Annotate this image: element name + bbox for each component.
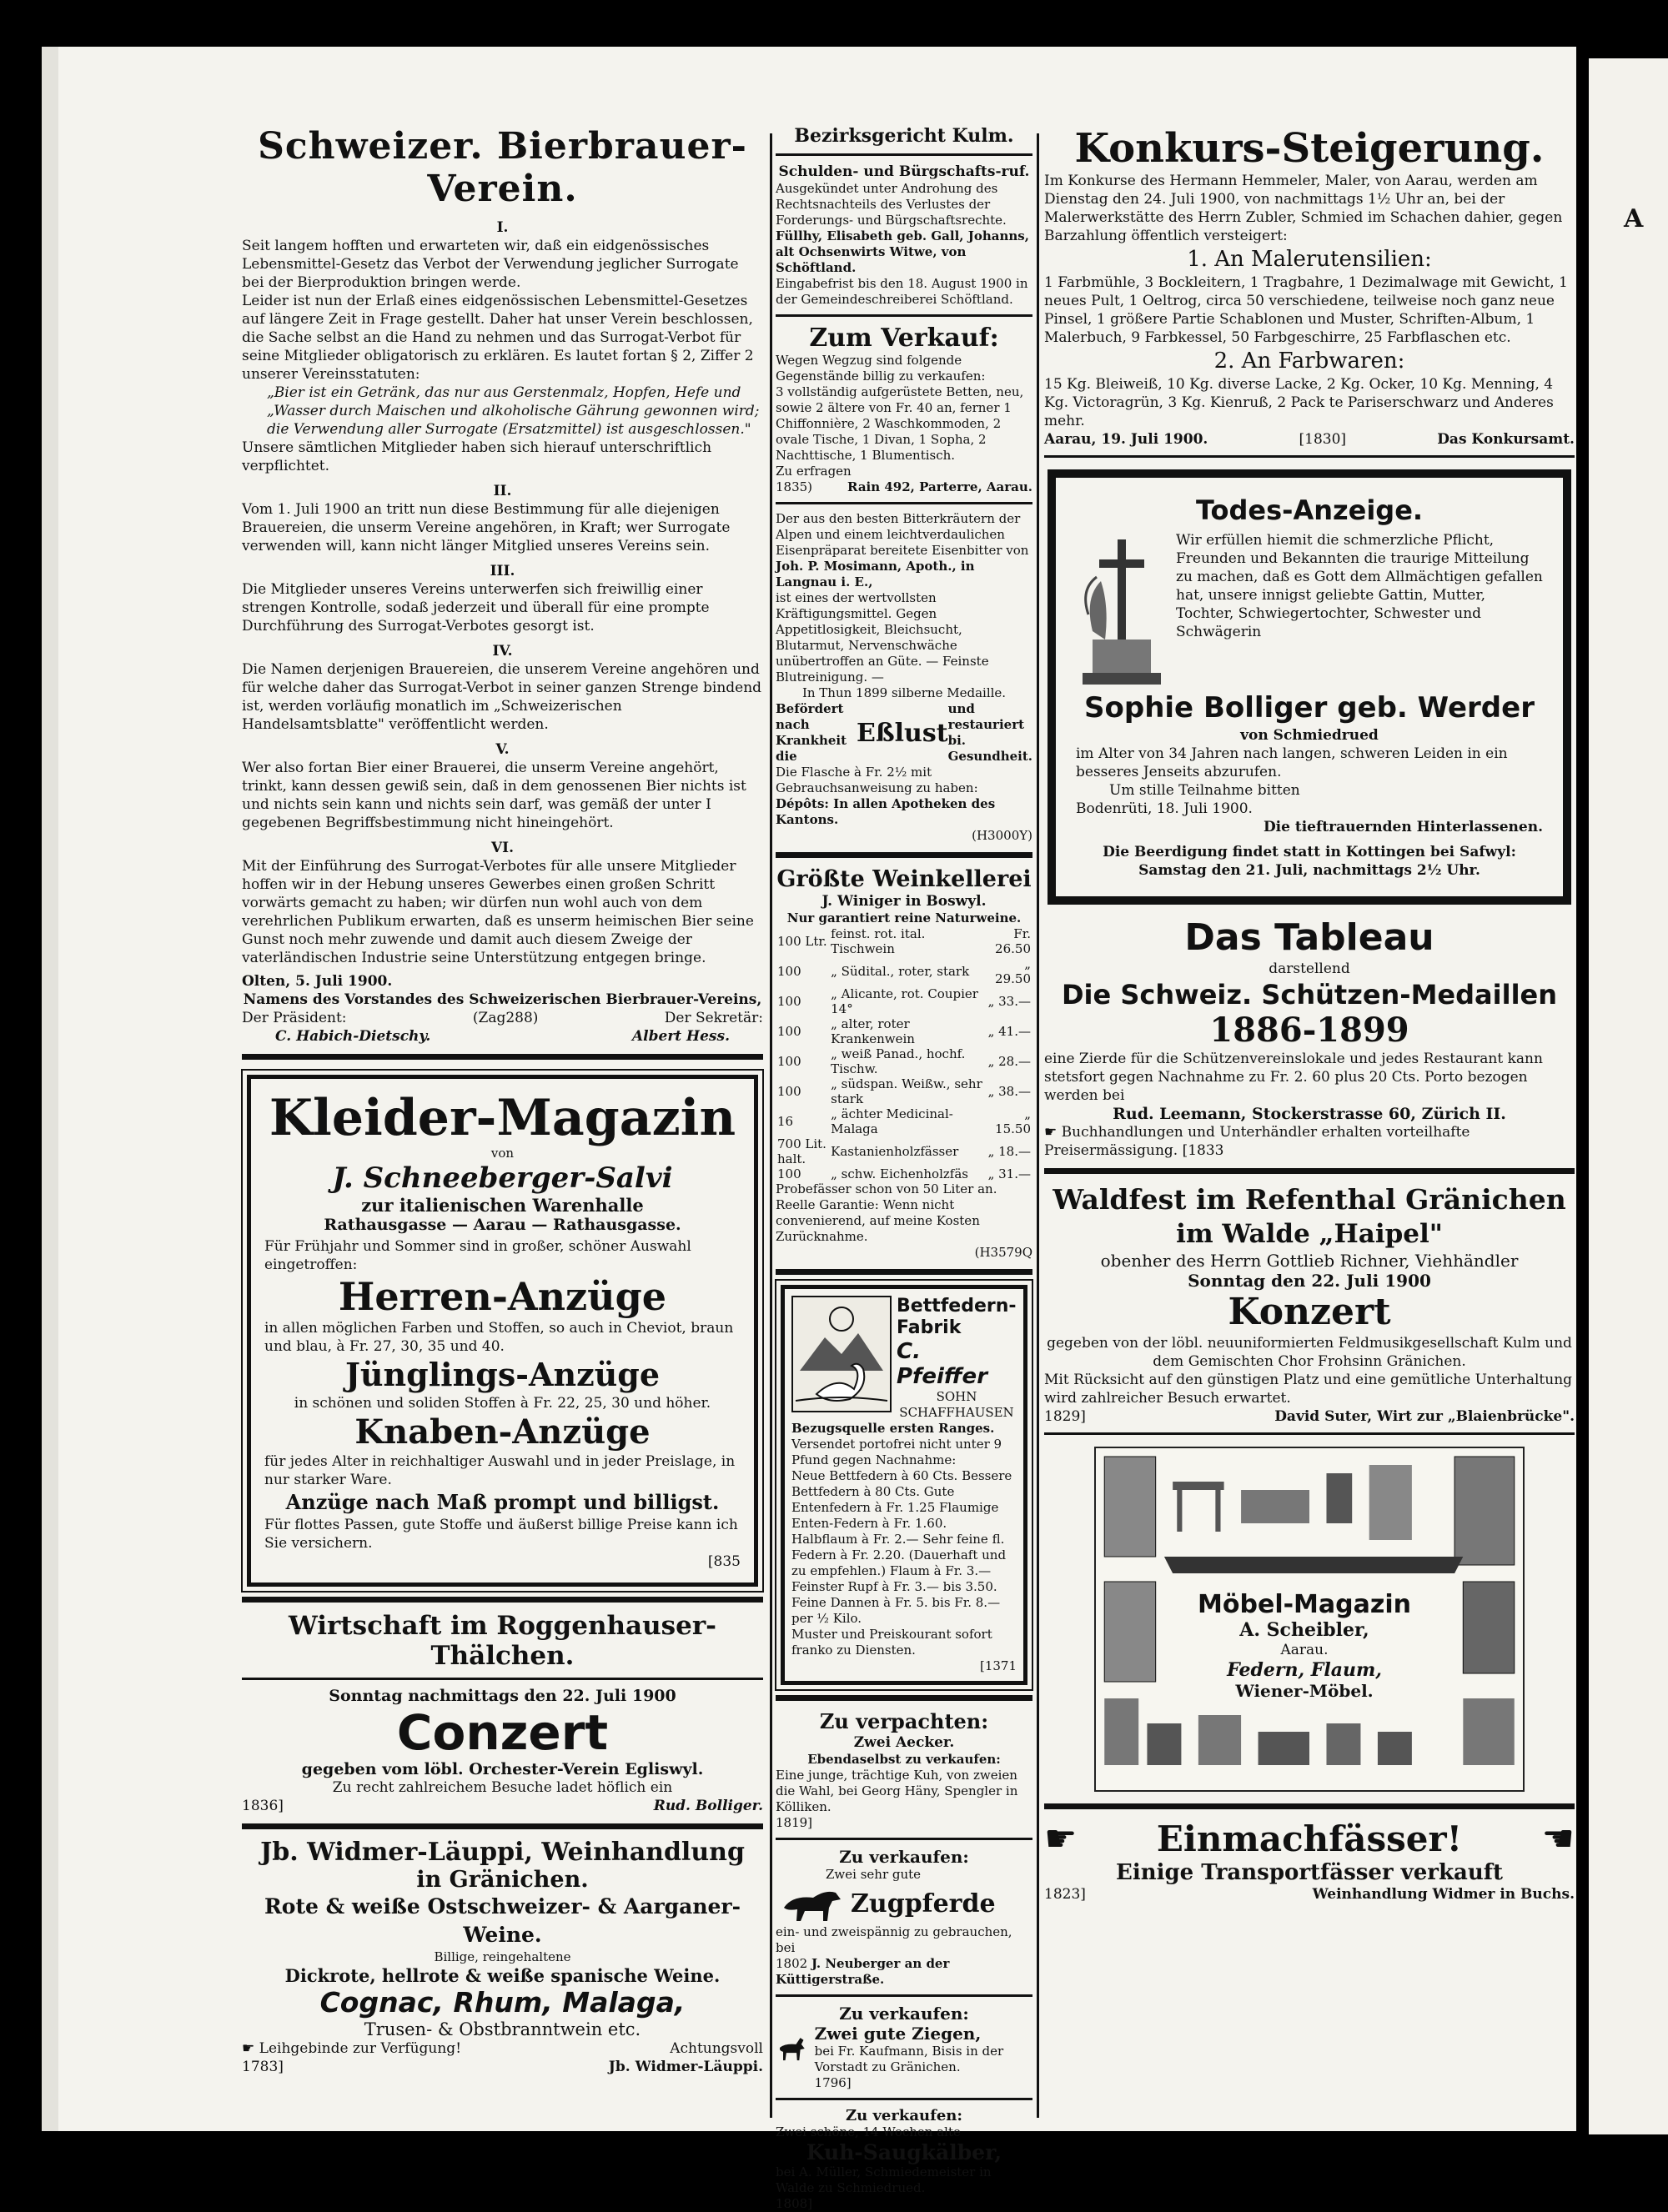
- konkurs-t2: 15 Kg. Bleiweiß, 10 Kg. diverse Lacke, 2 Kg. Ocker, 10 Kg. Menning, 4 Kg. Victoragrün, 3 Kg. Kienruß, 2 Pack te Pariserschwarz und Anderes mehr.: [1044, 376, 1554, 429]
- section-text: Die Mitglieder unseres Vereins unterwerfen sich freiwillig einer strengen Kontrolle, sodaß jederzeit und überall für eine prompte Durchführung des Surrogat-Verbotes gesorgt ist.: [242, 581, 710, 635]
- widmer-place: in Gränichen.: [416, 1867, 589, 1893]
- zug-text: ein- und zweispännig zu gebrauchen, bei: [776, 1924, 1012, 1955]
- funeral-line: Die Beerdigung findet statt in Kottingen bei Safwyl:: [1103, 844, 1516, 860]
- widmer-sign-row: [242, 2058, 763, 2076]
- invite-line: Zu recht zahlreichem Besuche ladet höflich ein: [332, 1779, 673, 1796]
- divider: [776, 2098, 1032, 2100]
- ask-line: Zu erfragen: [776, 464, 852, 479]
- einmach-seller: Weinhandlung Widmer in Buchs.: [1312, 1886, 1575, 1903]
- place-date: Olten, 5. Juli 1900.: [242, 973, 393, 990]
- wein-note: Probefässer schon von 50 Liter an. Reelle Garantie: Wenn nicht convenierend, auf meine Kosten Zurücknahme.: [776, 1181, 997, 1244]
- medal-line: In Thun 1899 silberne Medaille.: [801, 685, 1007, 700]
- signatures: [242, 1027, 763, 1046]
- esslust-heading: Eßlust: [856, 718, 948, 748]
- court-name: Füllhy, Elisabeth geb. Gall, Johanns, alt Ochsenwirts Witwe, von Schöftland.: [776, 228, 1029, 275]
- divider: [1044, 1168, 1575, 1174]
- court-deadline: Eingabefrist bis den 18. August 1900 in der Gemeindeschreiberei Schöftland.: [776, 276, 1028, 307]
- tableau-title: Das Tableau: [1184, 916, 1434, 959]
- season-line: Für Frühjahr und Sommer sind in großer, schöner Auswahl eingetroffen:: [264, 1238, 691, 1273]
- kleider-magazin-ad: [247, 1075, 758, 1587]
- waldfest-host: David Suter, Wirt zur „Blaienbrücke".: [1274, 1408, 1575, 1425]
- wein-price: Fr. 26.50: [995, 926, 1031, 956]
- einmach-ad: [1044, 1818, 1575, 1904]
- section-text: Unsere sämtlichen Mitglieder haben sich hierauf unterschriftlich verpflichtet.: [242, 439, 712, 474]
- wein-desc: „ weiß Panad., hochf. Tischw.: [831, 1046, 966, 1076]
- konkurs-office: Das Konkursamt.: [1437, 431, 1575, 448]
- brewers-association-notice: [242, 125, 763, 1046]
- konkurs-date: Aarau, 19. Juli 1900.: [1044, 431, 1208, 448]
- divider: [1044, 1432, 1575, 1435]
- kalb-text: Zwei schöne, 14 Wochen alte: [776, 2124, 961, 2139]
- moebel-sub2: Wiener-Möbel.: [1235, 1681, 1374, 1701]
- signatures-labels: [242, 1009, 763, 1027]
- depots-line: Dépôts: In allen Apotheken des Kantons.: [776, 796, 996, 827]
- wein-desc: „ südspan. Weißw., sehr stark: [831, 1076, 982, 1106]
- ref-code: 1802: [776, 1956, 808, 1971]
- moebel-title: Möbel-Magazin: [1198, 1590, 1411, 1619]
- verkauf-footer: [776, 479, 1032, 495]
- wein-qty: 100 Ltr.: [777, 934, 827, 949]
- waldfest-owner: obenher des Herrn Gottlieb Richner, Viehhändler: [1100, 1251, 1519, 1271]
- tableau-seller: Rud. Leemann, Stockerstrasse 60, Zürich II.: [1113, 1105, 1506, 1123]
- divider: [776, 852, 1032, 858]
- waldfest-date: Sonntag den 22. Juli 1900: [1188, 1271, 1431, 1291]
- konzert-heading: Konzert: [1228, 1291, 1391, 1333]
- divider: [776, 153, 1032, 156]
- brand-line: SOHN: [936, 1389, 977, 1404]
- moebel-magazin-ad: [1094, 1447, 1525, 1792]
- section-heading: I.: [496, 219, 509, 236]
- divider: [242, 1678, 763, 1680]
- divider: [1044, 455, 1575, 458]
- ref-code: (Zag288): [472, 1010, 539, 1026]
- konkurs-title: Konkurs-Steigerung.: [1074, 125, 1545, 172]
- ref-code: 1823]: [1044, 1886, 1086, 1903]
- wein-desc: „ schw. Eichenholzfäs: [831, 1166, 968, 1181]
- wein-price: „ 33.—: [987, 994, 1031, 1009]
- wein-row: [776, 986, 1032, 1016]
- performer-line: gegeben vom löbl. Orchester-Verein Egliswyl.: [301, 1760, 704, 1778]
- knaben-text: für jedes Alter in reichhaltiger Auswahl und in jeder Preislage, in nur starker Ware.: [264, 1453, 736, 1488]
- event-date: Sonntag nachmittags den 22. Juli 1900: [329, 1687, 676, 1705]
- zug-heading: Zugpferde: [851, 1888, 996, 1919]
- wirtschaft-title: Wirtschaft im Roggenhauser-Thälchen.: [288, 1611, 717, 1671]
- einmach-text: Einige Transportfässer verkauft: [1116, 1860, 1503, 1885]
- court-text: Ausgekündet unter Androhung des Rechtsnachteils des Verlustes der Forderungs- und Bürgschaftsrechte.: [776, 181, 1007, 228]
- wein-price: „ 38.—: [987, 1084, 1031, 1099]
- eisenbitter-ad: [776, 511, 1032, 844]
- wein-row: [776, 1136, 1032, 1166]
- ziegen-heading: Zwei gute Ziegen,: [814, 2024, 982, 2044]
- pacht-also: Ebendaselbst zu verkaufen:: [807, 1752, 1001, 1767]
- verpachten-ad: [776, 1709, 1032, 1831]
- footer-row: [242, 1797, 763, 1815]
- einmach-header: [1044, 1818, 1575, 1860]
- brand-line: Bettfedern-: [897, 1296, 1017, 1317]
- wein-row: [776, 1166, 1032, 1181]
- leih-line: [242, 2039, 461, 2058]
- deceased-name: Sophie Bolliger geb. Werder: [1084, 691, 1535, 725]
- spirits-line: Cognac, Rhum, Malaga,: [319, 1986, 686, 2019]
- wein-qty: 700 Lit. halt.: [777, 1136, 826, 1166]
- dealers-text: Buchhandlungen und Unterhändler erhalten vorteilhafte Preisermässigung.: [1044, 1124, 1470, 1159]
- host-name: Rud. Bolliger.: [653, 1798, 763, 1814]
- section-text: Vom 1. Juli 1900 an tritt nun diese Bestimmung für alle diejenigen Brauereien, die unserm Vereine angehören, in Kraft; wer Surrogate verwenden will, kann nicht länger Mitglied unseres Vereins sein.: [242, 501, 731, 554]
- owner-name: J. Schneeberger-Salvi: [332, 1161, 673, 1195]
- section-heading: II.: [493, 483, 512, 499]
- waldfest-sub: im Walde „Haipel": [1176, 1219, 1443, 1249]
- section-text: Wer also fortan Bier einer Brauerei, die unserm Vereine angehört, trinkt, kann dessen gewiß sein, daß in dem genossenen Bier nichts ist und nichts sein kann und nichts sein darf, was gemäß der unter I gegebenen Begriffsbestimmung nicht hineingehört.: [242, 760, 746, 831]
- wein-qty: 100: [777, 1084, 801, 1099]
- konkurs-text: Im Konkurse des Hermann Hemmeler, Maler, von Aarau, werden am Dienstag den 24. Juli 1900, von nachmittags 1½ Uhr an, bei der Malerwerkstätte des Herrn Zubler, Schmied im Schachen dahier, gegen Barzahlung öffentlich versteigert:: [1044, 173, 1563, 244]
- divider: [1044, 1803, 1575, 1809]
- column-2: [776, 125, 1032, 2212]
- section-text: Mit der Einführung des Surrogat-Verbotes für alle unsere Mitglieder hoffen wir in der Hebung unseres Gewerbes einen großen Schritt vorwärts gemacht zu haben; wir dürfen nun wohl auch von dem verehrlichen Publikum erwarten, daß es unserm heimischen Bier seine Gunst noch mehr zuwende und damit auch diesem Zweige der vaterländischen Industrie seine Unterstützung entgegen bringe.: [242, 858, 754, 966]
- ref-code: 1836]: [242, 1798, 284, 1814]
- goat-icon: [776, 2024, 808, 2074]
- bettfedern-foot: Muster und Preiskourant sofort franko zu Diensten.: [791, 1627, 992, 1658]
- secretary-label: Der Sekretär:: [664, 1010, 763, 1026]
- waldfest-title: Waldfest im Refenthal Gränichen: [1053, 1183, 1566, 1216]
- ref-code: 1819]: [776, 1815, 813, 1830]
- widmer-title: Jb. Widmer-Läuppi, Weinhandlung: [260, 1838, 745, 1867]
- ref-code: [835: [707, 1553, 741, 1570]
- knaben-heading: Knaben-Anzüge: [354, 1412, 651, 1452]
- place-line: Bodenrüti, 18. Juli 1900.: [1076, 800, 1253, 817]
- todes-body: [1076, 531, 1543, 690]
- wein-price: „ 15.50: [995, 1106, 1031, 1136]
- wein-qty: 100: [777, 994, 801, 1009]
- zug-row: [776, 1883, 1032, 1924]
- kalb-title: Zu verkaufen:: [845, 2107, 963, 2124]
- wein-desc: „ Südital., roter, stark: [831, 964, 970, 979]
- weinkellerei-ad: [776, 866, 1032, 1261]
- wein-row: [776, 956, 1032, 986]
- column-1: [242, 125, 763, 2084]
- ziegen-ad: [776, 2004, 1032, 2091]
- divider: [776, 1269, 1032, 1275]
- divider: [776, 1994, 1032, 1997]
- verkauf-items: 3 vollständig aufgerüstete Betten, neu, sowie 2 ältere von Fr. 40 an, ferner 1 Chiffonnière, 2 Waschkommoden, 2 ovale Tische, 1 Divan, 1 Sopha, 2 Nachttische, 1 Blumentisch.: [776, 384, 1024, 463]
- maker: Joh. P. Mosimann, Apoth., in Langnau i. E.,: [776, 559, 975, 589]
- ref-code: (H3579Q: [974, 1245, 1032, 1260]
- divider: [776, 502, 1032, 504]
- wirtschaft-ad: [242, 1611, 763, 1815]
- wein-sub: Nur garantiert reine Naturweine.: [786, 910, 1022, 925]
- von-label: von: [490, 1146, 515, 1161]
- konkurs-t1: 1 Farbmühle, 3 Bockleitern, 1 Tragbahre, 1 Dezimalwage mit Gewicht, 1 neues Pult, 1 Oeltrog, circa 50 verschiedene, teilweise noch ganz neue Pinsel, 1 größere Partie Schablonen und Muster, Schriften-Album, 1 Malerbuch, 9 Farbkessel, 50 Farbgeschirre, 25 Farbflaschen etc.: [1044, 274, 1568, 346]
- funeral-line2: Samstag den 21. Juli, nachmittags 2½ Uhr.: [1138, 862, 1480, 879]
- tableau-sub: darstellend: [1269, 961, 1350, 977]
- divider: [776, 1695, 1032, 1701]
- kleider-title: Kleider-Magazin: [269, 1089, 736, 1147]
- swan-illustration: [791, 1296, 892, 1412]
- right-line: und restauriert: [947, 701, 1025, 732]
- wein-price: „ 41.—: [987, 1024, 1031, 1039]
- ref-code: 1829]: [1044, 1408, 1086, 1425]
- wein-desc: „ ächter Medicinal-Malaga: [831, 1106, 953, 1136]
- right-line: bi. Gesundheit.: [947, 733, 1033, 764]
- pointing-hand-right-icon: ☛: [1044, 1818, 1078, 1860]
- secretary-name: Albert Hess.: [631, 1028, 730, 1045]
- spanish-line: Dickrote, hellrote & weiße spanische Weine.: [284, 1965, 721, 1986]
- section-heading: V.: [495, 741, 510, 758]
- todes-title: Todes-Anzeige.: [1195, 494, 1424, 526]
- divider: [242, 1054, 763, 1060]
- ref-code: 1796]: [814, 2075, 852, 2090]
- divider: [242, 1823, 763, 1829]
- section-text: Leider ist nun der Erlaß eines eidgenössischen Lebensmittel-Gesetzes auf längere Zeit in Frage gestellt. Daher hat unser Verein beschlossen, die Sache selbst an die Hand zu nehmen und das Surrogat-Verbot für seine Mitglieder obligatorisch zu erklären. Es lautet fortan § 2, Ziffer 2 unserer Vereinsstatuten:: [242, 293, 754, 383]
- regards: Achtungsvoll: [670, 2040, 763, 2057]
- seller: J. Neuberger an der Küttigerstraße.: [776, 1956, 950, 1987]
- verkauf-title: Zum Verkauf:: [809, 324, 999, 353]
- waldfest-ad: [1044, 1182, 1575, 1426]
- widmer-footer: [242, 2039, 763, 2058]
- tableau-dealers: [1044, 1123, 1575, 1160]
- board-line: Namens des Vorstandes des Schweizerischen Bierbrauer-Vereins,: [243, 991, 762, 1008]
- herren-text: in allen möglichen Farben und Stoffen, so auch in Cheviot, braun und blau, à Fr. 27, 30, 35 und 40.: [264, 1320, 734, 1355]
- ref-code: [1371: [979, 1658, 1017, 1673]
- mass-text: Für flottes Passen, gute Stoffe und äußerst billige Preise kann ich Sie versichern.: [264, 1517, 738, 1552]
- fragment-text: A: [1624, 204, 1644, 233]
- konkurs-h1: 1. An Malerutensilien:: [1187, 247, 1432, 272]
- wein-row: [776, 1076, 1032, 1106]
- court-sub: Schulden- und Bürgschafts-ruf.: [778, 163, 1030, 180]
- president-label: Der Präsident:: [242, 1010, 347, 1026]
- konkurs-footer: [1044, 430, 1575, 449]
- konkurs-h2: 2. An Farbwaren:: [1213, 349, 1405, 374]
- store-line: zur italienischen Warenhalle: [361, 1195, 644, 1216]
- tableau-text: eine Zierde für die Schützenvereinslokale und jedes Restaurant kann stetsfort gegen Nachnahme zu Fr. 2. 60 plus 20 Cts. Porto bezogen werden bei: [1044, 1051, 1543, 1104]
- wein-price: „ 18.—: [987, 1144, 1031, 1159]
- ziegen-title: Zu verkaufen:: [839, 2004, 969, 2024]
- section-text: Seit langem hofften und erwarteten wir, daß ein eidgenössisches Lebensmittel-Gesetz das Verbot der Verwendung jeglicher Surrogate bei der Bierproduktion bringen werde.: [242, 238, 739, 291]
- brand-name: C. Pfeiffer: [897, 1339, 988, 1389]
- moebel-text: [1196, 1590, 1413, 1701]
- wein-price: „ 29.50: [995, 956, 1031, 986]
- conzert-heading: Conzert: [396, 1704, 609, 1761]
- todes-text2: im Alter von 34 Jahren nach langen, schweren Leiden in ein besseres Jenseits abzurufen.: [1076, 745, 1508, 780]
- ref-code: 1783]: [242, 2059, 284, 2075]
- column-rule: [1037, 133, 1039, 2118]
- konkurs-ad: [1044, 125, 1575, 449]
- wein-row: [776, 1106, 1032, 1136]
- brand-line: SCHAFFHAUSEN: [899, 1405, 1014, 1420]
- statute-quote: „Bier ist ein Getränk, das nur aus Gerstenmalz, Hopfen, Hefe und „Wasser durch Maischen und alkoholische Gährung gewonnen wird; die Verwendung aller Surrogate (Ersatzmittel) ist ausgeschlossen.": [267, 384, 760, 438]
- pacht-title: Zu verpachten:: [819, 1709, 989, 1733]
- zug-title: Zu verkaufen:: [839, 1847, 969, 1867]
- einmach-footer: [1044, 1885, 1575, 1904]
- ref-code: [1833: [1182, 1142, 1224, 1159]
- ziegen-text-block: [815, 2024, 1032, 2091]
- wein-qty: 100: [777, 964, 801, 979]
- esslust-left: [776, 701, 857, 765]
- todes-anzeige: [1048, 469, 1571, 905]
- ziegen-row: [776, 2024, 1032, 2091]
- zug-sub: Zwei sehr gute: [826, 1867, 922, 1882]
- todes-text: Wir erfüllen hiemit die schmerzliche Pflicht, Freunden und Bekannten die traurige Mitteilung zu machen, daß es Gott dem Allmächtigen gefallen hat, unsere innigst geliebte Gattin, Mutter, Tochter, Schwiegertochter, Schwester und Schwägerin: [1176, 532, 1543, 640]
- page-stack-edge: [42, 47, 60, 2131]
- quiet-line: Um stille Teilnahme bitten: [1109, 782, 1300, 799]
- wines-line: Rote & weiße Ostschweizer- & Aarganer-Weine.: [264, 1894, 741, 1947]
- ziegen-text: bei Fr. Kaufmann, Bisis in der Vorstadt zu Gränichen.: [814, 2044, 1004, 2074]
- moebel-owner: A. Scheibler,: [1239, 1619, 1369, 1641]
- moebel-city: Aarau.: [1280, 1642, 1329, 1658]
- wein-row: [776, 1046, 1032, 1076]
- section-text: Die Namen derjenigen Brauereien, die unserem Vereine angehören und für welche daher das Surrogat-Verbot in seiner ganzen Strenge bindend ist, werden vorläufig monatlich im „Schweizerischen Handelsamtsblatte" veröffentlicht werden.: [242, 661, 762, 733]
- pointing-hand-icon: ☛: [242, 2040, 255, 2057]
- column-3: [1044, 125, 1575, 1904]
- tableau-h1: Die Schweiz. Schützen-Medaillen: [1061, 979, 1558, 1011]
- esslust-row: [776, 701, 1032, 765]
- wein-desc: „ alter, roter Krankenwein: [831, 1016, 915, 1046]
- waldfest-text: Mit Rücksicht auf den günstigen Platz und eine gemütliche Unterhaltung wird zahlreicher Besuch erwartet.: [1044, 1372, 1573, 1407]
- widmer-wine-ad: [242, 1838, 763, 2076]
- next-page-fragment: [1589, 58, 1668, 2134]
- address: Rain 492, Parterre, Aarau.: [847, 479, 1032, 494]
- wein-desc: feinst. rot. ital. Tischwein: [831, 926, 926, 956]
- address-line: Rathausgasse — Aarau — Rathausgasse.: [324, 1216, 681, 1234]
- section-heading: IV.: [492, 643, 513, 660]
- kalb-seller: bei A. Müller, Schmiedemeister in Walde zu Schmiedrued.: [776, 2164, 992, 2195]
- pointing-hand-left-icon: ☚: [1541, 1818, 1575, 1860]
- bitter-text2: ist eines der wertvollsten Kräftigungsmittel. Gegen Appetitlosigkeit, Bleichsucht, Blutarmut, Nervenschwäche unübertroffen an Güte. — Feinste Blutreinigung. —: [776, 590, 989, 685]
- bettfedern-brand: [897, 1296, 1017, 1421]
- juenglings-text: in schönen und soliden Stoffen à Fr. 22, 25, 30 und höher.: [294, 1395, 711, 1412]
- left-line: Befördert nach: [776, 701, 844, 732]
- column-rule: [770, 133, 772, 2118]
- mourners-line: Die tieftrauernden Hinterlassenen.: [1263, 819, 1543, 835]
- trusen-line: Trusen- & Obstbranntwein etc.: [364, 2019, 641, 2039]
- einmach-title: Einmachfässer!: [1156, 1818, 1463, 1859]
- widmer-sign: Jb. Widmer-Läuppi.: [608, 2059, 763, 2075]
- herren-heading: Herren-Anzüge: [338, 1274, 667, 1319]
- wein-desc: „ Alicante, rot. Coupier 14°: [831, 986, 978, 1016]
- sub-line: Billige, reingehaltene: [434, 1949, 571, 1964]
- zugpferde-ad: [776, 1847, 1032, 1988]
- esslust-right: [948, 701, 1032, 765]
- horse-icon: [776, 1883, 851, 1924]
- juenglings-heading: Jünglings-Anzüge: [344, 1356, 661, 1393]
- left-line: Krankheit die: [776, 733, 847, 764]
- kalb-ad: [776, 2107, 1032, 2212]
- grave-cross-icon: [1076, 531, 1168, 690]
- wein-price: „ 28.—: [987, 1054, 1031, 1069]
- zug-footer: [776, 1956, 1032, 1988]
- section-heading: VI.: [490, 840, 515, 856]
- court-title: Bezirksgericht Kulm.: [794, 125, 1014, 147]
- wein-qty: 16: [777, 1114, 794, 1129]
- wein-owner: J. Winiger in Boswyl.: [821, 893, 987, 910]
- tableau-years: 1886-1899: [1209, 1011, 1409, 1050]
- wein-qty: 100: [777, 1166, 801, 1181]
- wein-row: [776, 1016, 1032, 1046]
- ref-code: 1835): [776, 479, 813, 494]
- court-notice: [776, 125, 1032, 308]
- pointing-hand-icon: ☛: [1044, 1124, 1058, 1141]
- price-line: Die Flasche à Fr. 2½ mit Gebrauchsanweisung zu haben:: [776, 765, 978, 795]
- brand-line: Fabrik: [897, 1317, 962, 1338]
- wein-price: „ 31.—: [987, 1166, 1031, 1181]
- bettfedern-text: Versendet portofrei nicht unter 9 Pfund gegen Nachnahme:: [791, 1437, 1002, 1467]
- waldfest-footer: [1044, 1407, 1575, 1426]
- bitter-text: Der aus den besten Bitterkräutern der Alpen und einem leichtverdaulichen Eisenpräparat bereitete Eisenbitter von: [776, 511, 1029, 558]
- zum-verkauf-ad: [776, 324, 1032, 495]
- divider: [776, 314, 1032, 317]
- ref-code: [1830]: [1299, 431, 1347, 448]
- waldfest-by: gegeben von der löbl. neuuniformierten Feldmusikgesellschaft Kulm und dem Gemischten Chor Frohsinn Gränichen.: [1047, 1335, 1572, 1370]
- moebel-sub: Federn, Flaum,: [1227, 1659, 1382, 1681]
- divider: [776, 1838, 1032, 1840]
- ref-code: (H3000Y): [972, 828, 1032, 843]
- wein-qty: 100: [777, 1054, 801, 1069]
- wein-qty: 100: [777, 1024, 801, 1039]
- pacht-sub: Zwei Aecker.: [853, 1734, 955, 1751]
- deceased-from: von Schmiedrued: [1240, 727, 1379, 744]
- wein-row: [776, 926, 1032, 956]
- president-name: C. Habich-Dietschy.: [275, 1028, 431, 1045]
- leih-text: Leihgebinde zur Verfügung!: [259, 2040, 462, 2057]
- bettfedern-source: Bezugsquelle ersten Ranges.: [791, 1421, 995, 1436]
- tableau-ad: [1044, 916, 1575, 1160]
- wein-title: Größte Weinkellerei: [776, 866, 1032, 892]
- ref-code: 1808]: [776, 2196, 813, 2211]
- wein-desc: Kastanienholzfässer: [831, 1144, 959, 1159]
- mass-heading: Anzüge nach Maß prompt und billigst.: [285, 1490, 720, 1514]
- verkauf-text: Wegen Wegzug sind folgende Gegenstände billig zu verkaufen:: [776, 353, 986, 384]
- section-heading: III.: [490, 563, 515, 579]
- brewers-title: Schweizer. Bierbrauer-Verein.: [258, 125, 747, 210]
- bettfedern-items: Neue Bettfedern à 60 Cts. Bessere Bettfedern à 80 Cts. Gute Entenfedern à Fr. 1.25 Flaumige Enten-Federn à Fr. 1.60. Halbflaum à Fr. 2.— Sehr feine fl. Federn à Fr. 2.20. (Dauerhaft und zu empfehlen.) Flaum à Fr. 3.— Feinster Rupf à Fr. 3.— bis 3.50. Feine Dannen à Fr. 5. bis Fr. 8.— per ½ Kilo.: [791, 1468, 1012, 1626]
- wein-price-table: [776, 926, 1032, 1181]
- divider: [242, 1597, 763, 1603]
- bettfedern-ad: [781, 1285, 1027, 1685]
- bettfedern-header: [791, 1296, 1017, 1421]
- pacht-text: Eine junge, trächtige Kuh, von zweien die Wahl, bei Georg Häny, Spengler in Kölliken.: [776, 1768, 1018, 1814]
- kalb-heading: Kuh-Saugkälber,: [806, 2140, 1002, 2164]
